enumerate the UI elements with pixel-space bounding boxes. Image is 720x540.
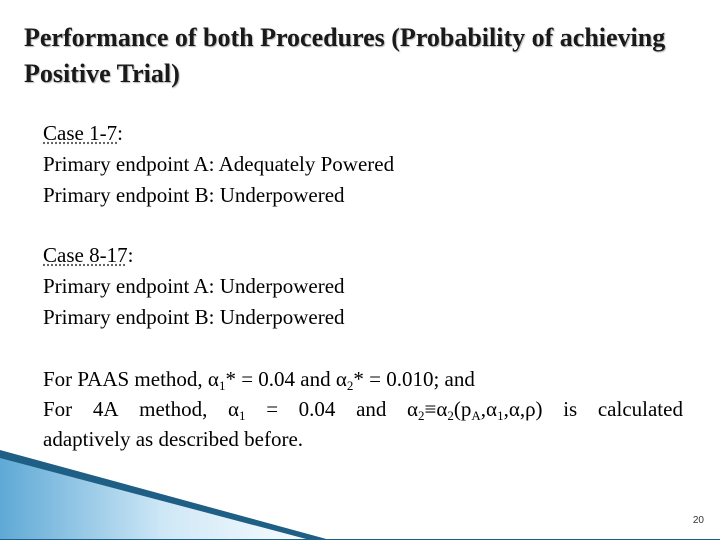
case-1-7-colon: : — [117, 121, 123, 145]
case-1-7-block — [43, 118, 683, 211]
paas-text-c: * = 0.010; and — [353, 367, 475, 391]
case-8-17-label: Case 8-17 — [43, 243, 128, 267]
case-8-17-block — [43, 240, 683, 333]
word-for: For — [43, 397, 73, 421]
case-1-7-heading — [43, 118, 683, 149]
word-is: is — [563, 397, 578, 421]
4a-method-line — [43, 394, 683, 424]
formula-a: α — [407, 397, 419, 421]
word-4a: 4A — [92, 397, 119, 421]
case-8-17-heading — [43, 240, 683, 271]
formula-d: ,α — [480, 397, 498, 421]
alpha-2-formula — [407, 394, 543, 424]
word-and: and — [356, 397, 387, 421]
adaptive-line: adaptively as described before. — [43, 427, 304, 451]
decorative-swoosh — [0, 440, 720, 540]
value-004: 0.04 — [298, 397, 336, 421]
alpha-sub: 1 — [239, 408, 246, 423]
word-calculated: calculated — [597, 397, 683, 421]
case-8-17-endpoint-b: Primary endpoint B: Underpowered — [43, 305, 345, 329]
formula-e: ,α,ρ) — [503, 397, 543, 421]
slide-title: Performance of both Procedures (Probability of achieving Positive Trial) — [24, 23, 666, 88]
paas-text-b: * = 0.04 and α — [225, 367, 347, 391]
formula-sub-2: 2 — [447, 408, 454, 423]
paas-method-line — [43, 364, 683, 394]
case-1-7-endpoint-b: Primary endpoint B: Underpowered — [43, 183, 345, 207]
formula-sub-4: 1 — [497, 408, 504, 423]
case-1-7-endpoint-a: Primary endpoint A: Adequately Powered — [43, 152, 395, 176]
word-method: method, — [139, 397, 208, 421]
case-8-17-endpoint-a: Primary endpoint A: Underpowered — [43, 274, 345, 298]
equals-sign: = — [266, 397, 279, 421]
formula-sub-3: A — [471, 408, 481, 423]
case-1-7-label: Case 1-7 — [43, 121, 118, 145]
formula-b: ≡α — [424, 397, 448, 421]
formula-c: (p — [453, 397, 472, 421]
case-8-17-colon: : — [127, 243, 134, 267]
paas-text-a: For PAAS method, α — [43, 367, 219, 391]
paas-sub-2: 2 — [346, 378, 354, 393]
page-number: 20 — [692, 515, 704, 526]
paas-sub-1: 1 — [218, 378, 226, 393]
formula-sub-1: 2 — [418, 408, 425, 423]
alpha-symbol: α — [228, 397, 240, 421]
alpha-1-term — [228, 394, 246, 424]
